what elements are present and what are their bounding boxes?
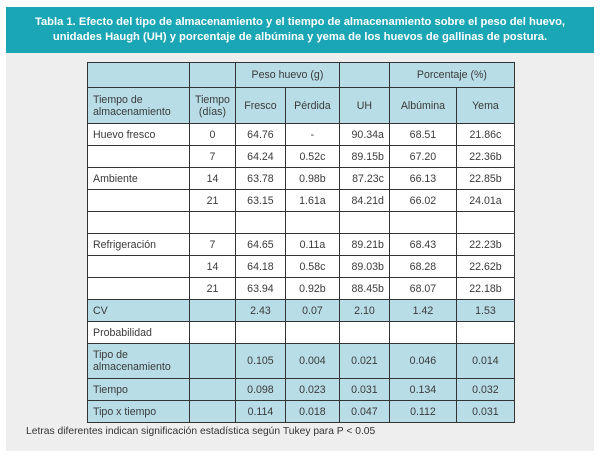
row-label	[88, 256, 190, 278]
prob-label: Tipo de almacenamiento	[88, 344, 190, 379]
cv-perdida: 0.07	[285, 300, 339, 322]
prob-perdida: 0.023	[285, 379, 339, 401]
prob-row	[88, 379, 515, 401]
table-row	[88, 146, 515, 168]
empty-cell	[190, 212, 236, 234]
tiempo-cell: 21	[190, 278, 236, 300]
header-empty-cell	[88, 63, 190, 88]
uh-cell: 89.15b	[339, 146, 389, 168]
tiempo-cell: 0	[190, 124, 236, 146]
empty-cell	[190, 379, 236, 401]
empty-cell	[190, 322, 236, 344]
table-title	[6, 7, 594, 53]
table-row	[88, 256, 515, 278]
prob-albumina: 0.112	[389, 401, 456, 423]
empty-cell	[285, 322, 339, 344]
table-row	[88, 190, 515, 212]
cv-row	[88, 300, 515, 322]
prob-uh: 0.021	[339, 344, 389, 379]
table-row	[88, 124, 515, 146]
empty-cell	[456, 212, 514, 234]
perdida-cell: -	[285, 124, 339, 146]
fresco-cell: 64.24	[235, 146, 285, 168]
tiempo-cell: 14	[190, 168, 236, 190]
cv-label: CV	[88, 300, 190, 322]
row-label: Huevo fresco	[88, 124, 190, 146]
row-label	[88, 278, 190, 300]
yema-cell: 22.62b	[456, 256, 514, 278]
table-row	[88, 168, 515, 190]
empty-cell	[389, 322, 456, 344]
empty-cell	[235, 322, 285, 344]
albumina-cell: 68.43	[389, 234, 456, 256]
cv-yema: 1.53	[456, 300, 514, 322]
prob-label: Tiempo	[88, 379, 190, 401]
row-label	[88, 190, 190, 212]
fresco-cell: 63.15	[235, 190, 285, 212]
yema-cell: 21.86c	[456, 124, 514, 146]
row-label: Ambiente	[88, 168, 190, 190]
fresco-cell: 63.78	[235, 168, 285, 190]
prob-yema: 0.014	[456, 344, 514, 379]
table-row	[88, 278, 515, 300]
uh-cell: 87.23c	[339, 168, 389, 190]
perdida-cell: 0.11a	[285, 234, 339, 256]
perdida-header: Pérdida	[285, 88, 339, 124]
row-label	[88, 146, 190, 168]
yema-cell: 22.36b	[456, 146, 514, 168]
uh-cell: 84.21d	[339, 190, 389, 212]
table-title-line-1: Tabla 1. Efecto del tipo de almacenamiento y el tiempo de almacenamiento sobre el peso del huevo,	[34, 16, 566, 28]
perdida-cell: 1.61a	[285, 190, 339, 212]
albumina-cell: 68.51	[389, 124, 456, 146]
perdida-cell: 0.58c	[285, 256, 339, 278]
empty-cell	[190, 401, 236, 423]
column-header-row	[88, 88, 515, 124]
prob-uh: 0.031	[339, 379, 389, 401]
uh-header: UH	[339, 88, 389, 124]
empty-cell	[235, 212, 285, 234]
prob-row	[88, 344, 515, 379]
cv-fresco: 2.43	[235, 300, 285, 322]
prob-uh: 0.047	[339, 401, 389, 423]
tiempo-cell: 21	[190, 190, 236, 212]
footnote: Letras diferentes indican significación estadística según Tukey para P < 0.05	[26, 426, 376, 437]
peso-huevo-header: Peso huevo (g)	[235, 63, 339, 88]
tiempo-cell: 7	[190, 234, 236, 256]
porcentaje-header: Porcentaje (%)	[389, 63, 514, 88]
albumina-cell: 67.20	[389, 146, 456, 168]
empty-cell	[88, 212, 190, 234]
tiempo-dias-header: Tiempo (días)	[190, 88, 236, 124]
albumina-header: Albúmina	[389, 88, 456, 124]
uh-cell: 88.45b	[339, 278, 389, 300]
table-row	[88, 234, 515, 256]
group-header-row	[88, 63, 515, 88]
table-title-line-2: unidades Haugh (UH) y porcentaje de albúmina y yema de los huevos de gallinas de postura.	[52, 31, 548, 43]
prob-label: Tipo x tiempo	[88, 401, 190, 423]
albumina-cell: 68.07	[389, 278, 456, 300]
yema-header: Yema	[456, 88, 514, 124]
prob-fresco: 0.105	[235, 344, 285, 379]
uh-cell: 90.34a	[339, 124, 389, 146]
prob-fresco: 0.114	[235, 401, 285, 423]
empty-cell	[190, 300, 236, 322]
albumina-cell: 68.28	[389, 256, 456, 278]
prob-perdida: 0.018	[285, 401, 339, 423]
spacer-row	[88, 212, 515, 234]
fresco-cell: 64.65	[235, 234, 285, 256]
empty-cell	[339, 322, 389, 344]
fresco-header: Fresco	[235, 88, 285, 124]
prob-perdida: 0.004	[285, 344, 339, 379]
cv-albumina: 1.42	[389, 300, 456, 322]
tiempo-cell: 7	[190, 146, 236, 168]
prob-albumina: 0.134	[389, 379, 456, 401]
header-empty-cell	[190, 63, 236, 88]
results-table	[87, 62, 515, 423]
empty-cell	[285, 212, 339, 234]
row-label: Refrigeración	[88, 234, 190, 256]
probabilidad-label: Probabilidad	[88, 322, 190, 344]
empty-cell	[389, 212, 456, 234]
probabilidad-row	[88, 322, 515, 344]
header-empty-cell	[339, 63, 389, 88]
prob-yema: 0.031	[456, 401, 514, 423]
tiempo-almacenamiento-header: Tiempo de almacenamiento	[88, 88, 190, 124]
cv-uh: 2.10	[339, 300, 389, 322]
uh-cell: 89.03b	[339, 256, 389, 278]
empty-cell	[190, 344, 236, 379]
prob-yema: 0.032	[456, 379, 514, 401]
uh-cell: 89.21b	[339, 234, 389, 256]
fresco-cell: 64.18	[235, 256, 285, 278]
albumina-cell: 66.13	[389, 168, 456, 190]
yema-cell: 22.23b	[456, 234, 514, 256]
yema-cell: 22.85b	[456, 168, 514, 190]
albumina-cell: 66.02	[389, 190, 456, 212]
yema-cell: 24.01a	[456, 190, 514, 212]
fresco-cell: 64.76	[235, 124, 285, 146]
yema-cell: 22.18b	[456, 278, 514, 300]
perdida-cell: 0.98b	[285, 168, 339, 190]
prob-fresco: 0.098	[235, 379, 285, 401]
empty-cell	[339, 212, 389, 234]
tiempo-cell: 14	[190, 256, 236, 278]
fresco-cell: 63.94	[235, 278, 285, 300]
prob-row	[88, 401, 515, 423]
empty-cell	[456, 322, 514, 344]
prob-albumina: 0.046	[389, 344, 456, 379]
perdida-cell: 0.52c	[285, 146, 339, 168]
perdida-cell: 0.92b	[285, 278, 339, 300]
